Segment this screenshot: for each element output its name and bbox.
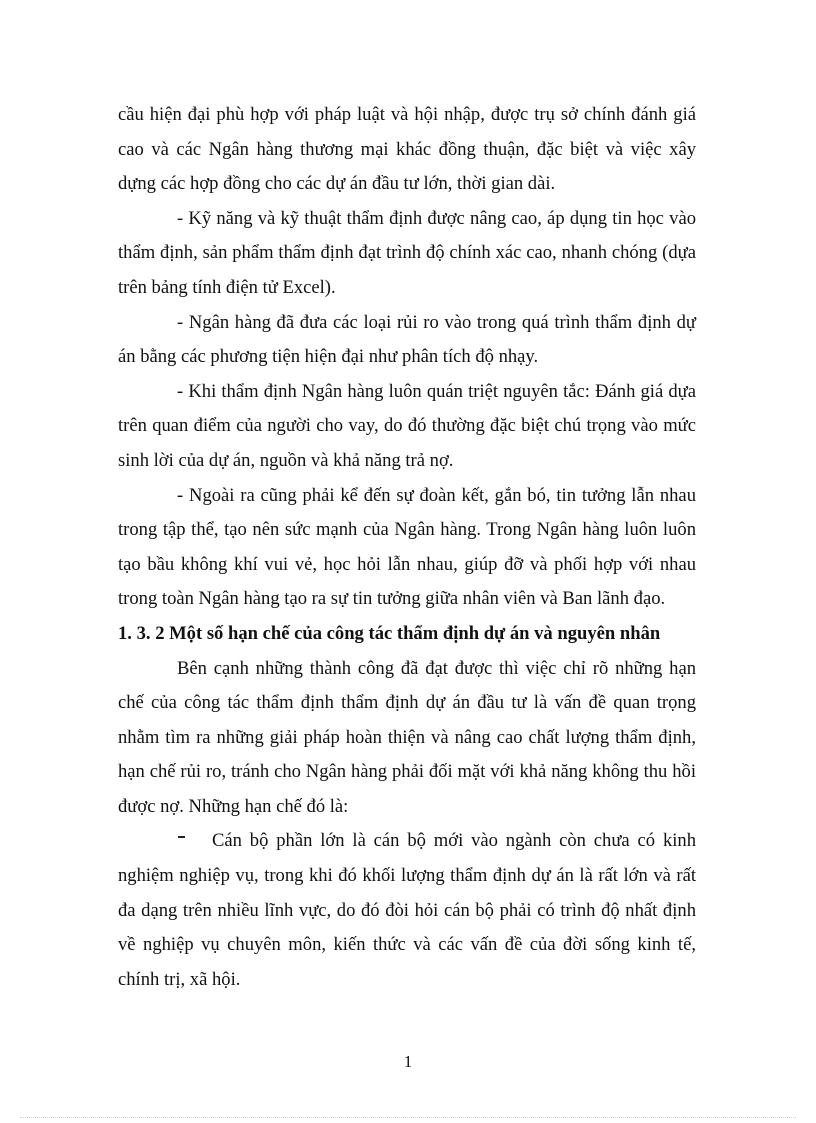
bullet-dash-icon bbox=[178, 836, 185, 837]
paragraph-section-intro: Bên cạnh những thành công đã đạt được thì việc chỉ rõ những hạn chế của công tác thẩm định thẩm định dự án đầu tư là vấn đề quan trọng nhằm tìm ra những giải pháp hoàn thiện và nâng cao chất lượng thẩm định, hạn chế rủi ro, tránh cho Ngân hàng phải đối mặt với khả năng không thu hồi được nợ. Những hạn chế đó là: bbox=[118, 657, 696, 817]
document-body bbox=[118, 98, 696, 997]
paragraph-solidarity: - Ngoài ra cũng phải kể đến sự đoàn kết, gắn bó, tin tưởng lẫn nhau trong tập thể, tạo nên sức mạnh của Ngân hàng. Trong Ngân hàng luôn luôn tạo bầu không khí vui vẻ, học hỏi lẫn nhau, giúp đỡ và phối hợp với nhau trong toàn Ngân hàng tạo ra sự tin tưởng giữa nhân viên và Ban lãnh đạo. bbox=[118, 484, 696, 610]
bullet-item-text: Cán bộ phần lớn là cán bộ mới vào ngành còn chưa có kinh nghiệm nghiệp vụ, trong khi đó khối lượng thẩm định dự án là rất lớn và rất đa dạng trên nhiều lĩnh vực, do đó đòi hỏi cán bộ phải có trình độ nhất định về nghiệp vụ chuyên môn, kiến thức và các vấn đề của đời sống kinh tế, chính trị, xã hội. bbox=[118, 830, 696, 990]
bullet-item bbox=[118, 824, 696, 997]
paragraph-risks: - Ngân hàng đã đưa các loại rủi ro vào trong quá trình thẩm định dự án bằng các phương tiện hiện đại như phân tích độ nhạy. bbox=[118, 311, 696, 368]
paragraph-skills: - Kỹ năng và kỹ thuật thẩm định được nâng cao, áp dụng tin học vào thẩm định, sản phẩm thẩm định đạt trình độ chính xác cao, nhanh chóng (dựa trên bảng tính điện tử Excel). bbox=[118, 207, 696, 298]
paragraph-continuation: cầu hiện đại phù hợp với pháp luật và hội nhập, được trụ sở chính đánh giá cao và các Ngân hàng thương mại khác đồng thuận, đặc biệt và việc xây dựng các hợp đồng cho các dự án đầu tư lớn, thời gian dài. bbox=[118, 104, 696, 195]
section-heading: 1. 3. 2 Một số hạn chế của công tác thẩm định dự án và nguyên nhân bbox=[118, 622, 661, 644]
paragraph-principle: - Khi thẩm định Ngân hàng luôn quán triệt nguyên tắc: Đánh giá dựa trên quan điểm của người cho vay, do đó thường đặc biệt chú trọng vào mức sinh lời của dự án, nguồn và khả năng trả nợ. bbox=[118, 380, 696, 471]
page-number: 1 bbox=[403, 1052, 413, 1071]
page-bottom-divider bbox=[20, 1117, 796, 1118]
